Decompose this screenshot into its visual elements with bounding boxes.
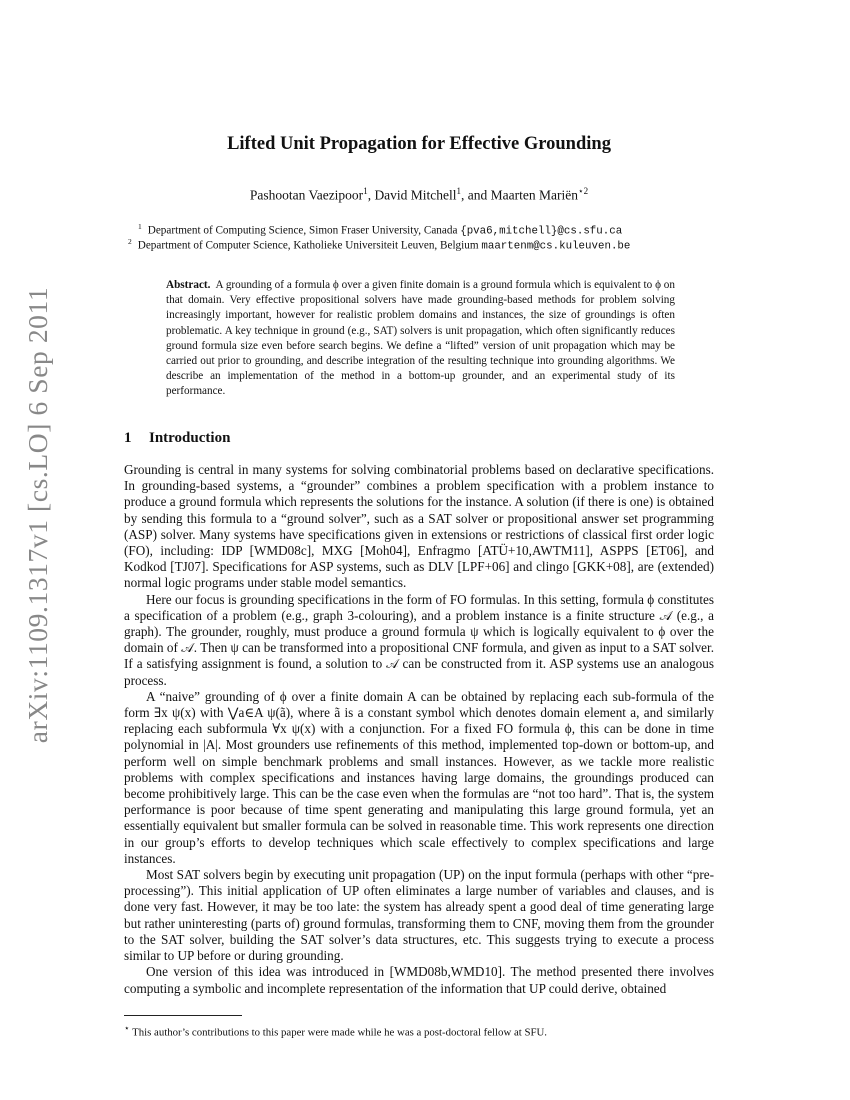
- author-line: [124, 186, 714, 204]
- abstract-text: A grounding of a formula ϕ over a given finite domain is a ground formula which is equivalent to ϕ on that domain. Very effective propositional solvers have made grounding-based methods for problem solving increasingly important, however for realistic problem domains and instances, the size of groundings is often problematic. A key technique in ground (e.g., SAT) solvers is unit propagation, which often significantly reduces ground formula size even before search begins. We define a “lifted” version of unit propagation which may be carried out prior to grounding, and describe integration of the resulting technique into grounding algorithms. We describe an implementation of the method in a bottom-up grounder, and an experimental study of its performance.: [166, 279, 675, 398]
- body-text: [124, 462, 714, 997]
- affiliation-number: 1: [138, 222, 142, 231]
- paragraph: Grounding is central in many systems for solving combinatorial problems based on declarative specifications. In grounding-based systems, a “grounder” combines a problem specification with a problem instance to produce a ground formula which represents the solutions for the instance. A solution (if there is one) is obtained by sending this formula to a “ground solver”, such as a SAT solver or propositional answer set programming (ASP) solver. Many systems have specifications given in extensions or restrictions of classical first order logic (FO), including: IDP [WMD08c], MXG [Moh04], Enfragmo [ATÜ+10,AWTM11], ASPPS [ET06], and Kodkod [TJ07]. Specifications for ASP systems, such as DLV [LPF+06] and clingo [GKK+08], are (extended) normal logic programs under stable model semantics.: [124, 462, 714, 591]
- affiliation-2: [128, 235, 704, 254]
- arxiv-stamp: [16, 260, 60, 770]
- author-separator: , and: [461, 187, 491, 203]
- footnote-rule: [124, 1015, 242, 1016]
- affiliation-number: 2: [128, 237, 132, 246]
- footnote-text: This author’s contributions to this paper were made while he was a post-doctoral fellow at SFU.: [132, 1026, 547, 1039]
- paragraph: Most SAT solvers begin by executing unit propagation (UP) on the input formula (perhaps with other “pre-processing”). This initial application of UP often eliminates a large number of variables and clauses, and is done very fast. However, it may be too late: the system has already spent a good deal of time generating large but rather uninteresting (parts of) ground formulas, transforming them to CNF, moving them from the grounder to the SAT solver, building the SAT solver’s data structures, etc. This suggests trying to execute a process similar to UP before or during grounding.: [124, 867, 714, 964]
- paragraph: One version of this idea was introduced in [WMD08b,WMD10]. The method presented there involves computing a symbolic and incomplete representation of the information that UP could derive, obtained: [124, 964, 714, 996]
- arxiv-stamp-text: arXiv:1109.1317v1 [cs.LO] 6 Sep 2011: [22, 286, 54, 744]
- affiliation-email: maartenm@cs.kuleuven.be: [481, 240, 631, 253]
- affiliation-email: {pva6,mitchell}@cs.sfu.ca: [460, 225, 623, 238]
- footnote: [124, 1022, 714, 1040]
- paragraph: A “naive” grounding of ϕ over a finite domain A can be obtained by replacing each sub-formula of the form ∃x ψ(x) with ⋁a∈A ψ(ã), where ã is a constant symbol which denotes domain element a, and similarly replacing each subformula ∀x ψ(x) with a conjunction. For a fixed FO formula ϕ, this can be done in time polynomial in |A|. Most grounders use refinements of this method, implemented top-down or bottom-up, and perform well on simple benchmark problems and small instances. However, as we tackle more realistic problems with complex specifications and instances having large domains, the groundings produced can become prohibitively large. This can be the case even when the formulas are “not too hard”. That is, the system performance is poor because of time spent generating and manipulating this large ground formula, yet an essentially equivalent but smaller formula can be solved in reasonable time. This work represents one direction in our group’s efforts to develop techniques which scale effectively to complex specifications and large instances.: [124, 688, 714, 866]
- paragraph: Here our focus is grounding specifications in the form of FO formulas. In this setting, formula ϕ constitutes a specification of a problem (e.g., graph 3-colouring), and a problem instance is a finite structure 𝒜 (e.g., a graph). The grounder, roughly, must produce a ground formula ψ which is logically equivalent to ϕ over the domain of 𝒜. Then ψ can be transformed into a propositional CNF formula, and given as input to a SAT solver. If a satisfying assignment is found, a solution to 𝒜 can be constructed from it. ASP systems use an analogous process.: [124, 591, 714, 688]
- section-number: 1: [124, 430, 132, 446]
- affiliation-mark: 1: [456, 186, 462, 196]
- footnote-mark: ⋆: [124, 1023, 130, 1033]
- author-name: Pashootan Vaezipoor: [249, 187, 364, 203]
- affiliation-mark: 1: [363, 186, 368, 196]
- affiliation-mark: ⋆2: [578, 186, 589, 196]
- affiliation-text: Department of Computing Science, Simon Fraser University, Canada: [147, 224, 461, 237]
- paper-title: Lifted Unit Propagation for Effective Grounding: [227, 134, 611, 154]
- affiliation-text: Department of Computer Science, Katholieke Universiteit Leuven, Belgium: [137, 239, 482, 252]
- section-heading: [124, 430, 230, 447]
- abstract-label: Abstract.: [166, 279, 211, 291]
- author-separator: ,: [367, 187, 375, 203]
- author-name: Maarten Mariën: [490, 187, 579, 203]
- abstract: [166, 278, 675, 400]
- author-name: David Mitchell: [374, 187, 457, 203]
- section-title: Introduction: [149, 430, 231, 446]
